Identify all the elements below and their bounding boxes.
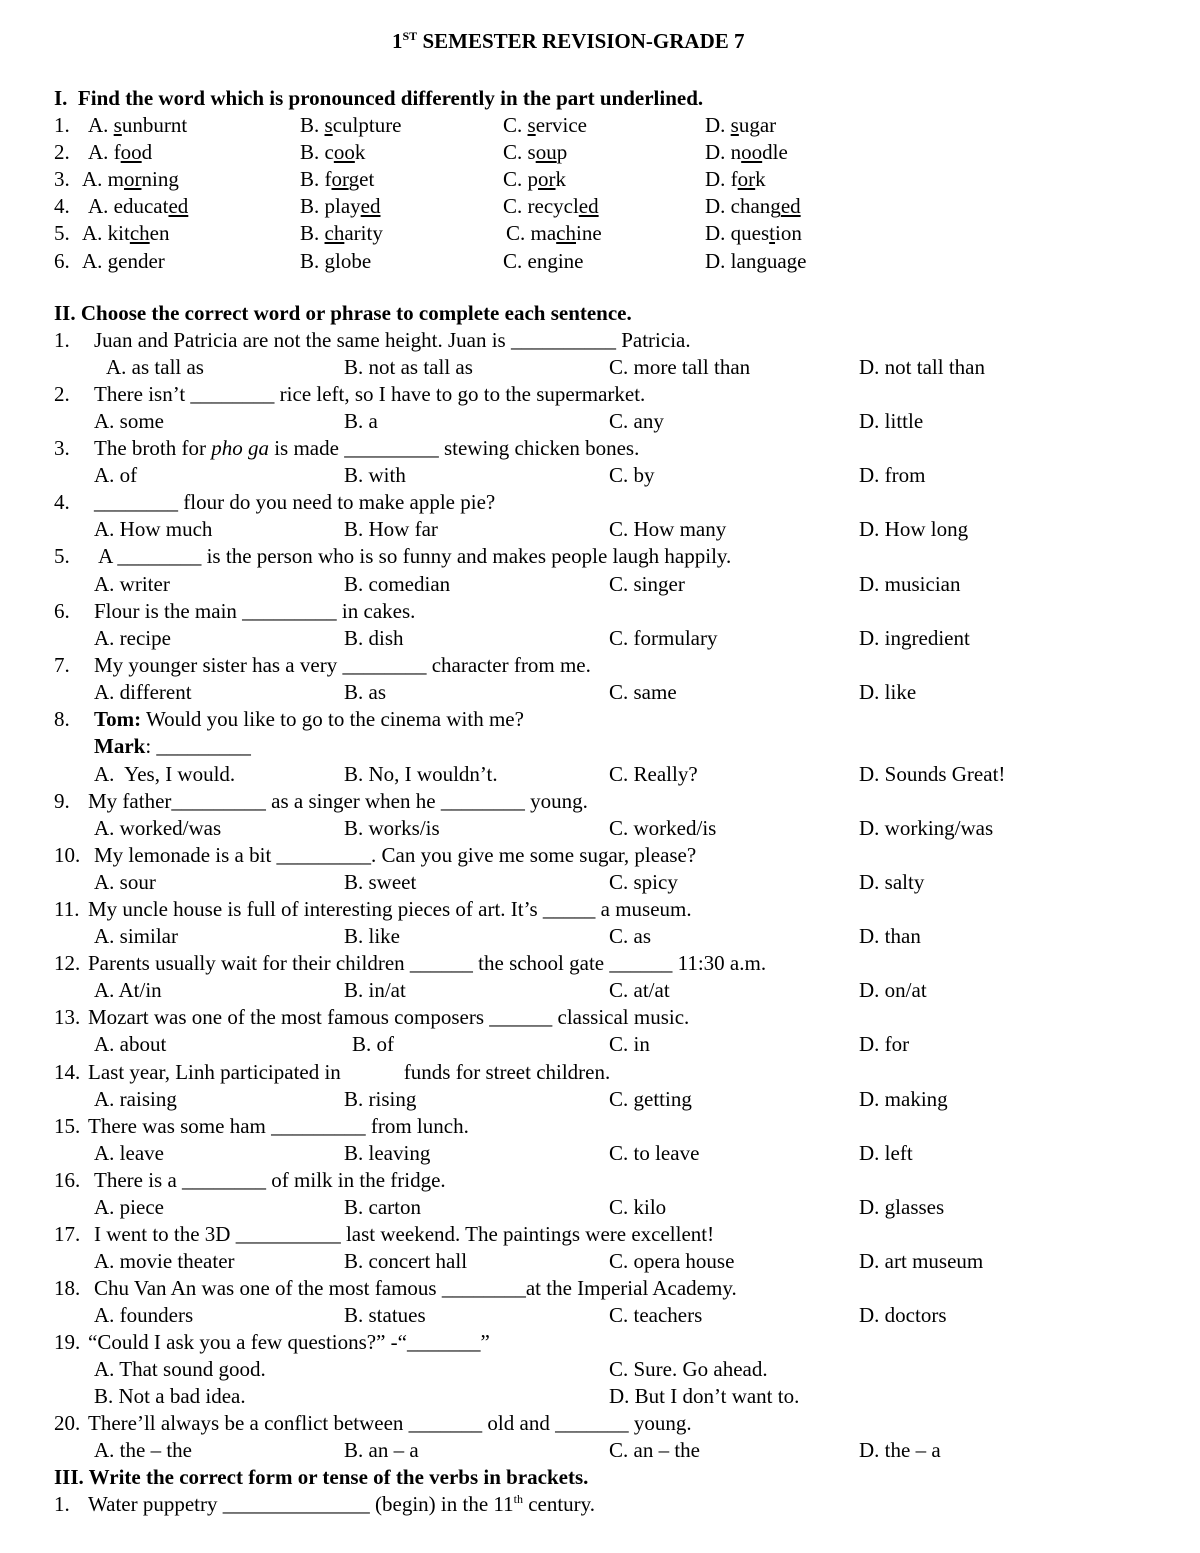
- option-d: D. than: [859, 924, 921, 948]
- underlined-part: ed: [360, 194, 381, 218]
- question-text: My uncle house is full of interesting pieces of art. It’s _____ a museum.: [88, 897, 692, 921]
- question-text: The broth for pho ga is made _________ stewing chicken bones.: [94, 436, 640, 460]
- option-text: ervice: [535, 113, 587, 137]
- question-text-reply: Mark: _________: [94, 734, 251, 758]
- option-text: A. f: [88, 140, 121, 164]
- option-text: D. language: [705, 249, 807, 273]
- option-a: A. about: [94, 1032, 167, 1056]
- option-text: D. f: [705, 167, 738, 191]
- question-text: Tom: Would you like to go to the cinema with me?: [94, 707, 524, 731]
- question-text: My younger sister has a very ________ character from me.: [94, 653, 591, 677]
- question-number: 8.: [54, 707, 70, 731]
- question-number: 1.: [54, 113, 70, 137]
- option-text: k: [755, 167, 766, 191]
- question-text: There isn’t ________ rice left, so I have to go to the supermarket.: [94, 382, 646, 406]
- option-b: B. like: [344, 924, 400, 948]
- option-b: B. an – a: [344, 1438, 419, 1462]
- question-number: 13.: [54, 1005, 81, 1029]
- option-a: A. founders: [94, 1303, 194, 1327]
- question-number: 9.: [54, 789, 70, 813]
- option-a: [82, 248, 165, 274]
- option-text: C. s: [503, 140, 536, 164]
- option-text: A. educat: [88, 194, 169, 218]
- underlined-part: ch: [129, 221, 150, 245]
- option-d: [705, 193, 801, 219]
- option-c: C. Really?: [609, 762, 698, 786]
- question-number: 20.: [54, 1411, 81, 1435]
- option-a: A. of: [94, 463, 138, 487]
- question-text: Last year, Linh participated in funds for street children.: [88, 1060, 611, 1084]
- option-c: [503, 112, 587, 138]
- option-d: D. making: [859, 1087, 948, 1111]
- option-b: [300, 139, 365, 165]
- option-b: B. leaving: [344, 1141, 431, 1165]
- option-text: A. kit: [82, 221, 130, 245]
- option-c: [503, 139, 567, 165]
- underlined-part: or: [538, 167, 556, 191]
- option-c: C. more tall than: [609, 355, 751, 379]
- option-text: d: [141, 140, 153, 164]
- option-c: C. getting: [609, 1087, 692, 1111]
- option-d: [705, 166, 766, 192]
- option-b: B. with: [344, 463, 406, 487]
- underlined-part: ed: [578, 194, 599, 218]
- option-c: C. teachers: [609, 1303, 703, 1327]
- option-b: B. dish: [344, 626, 404, 650]
- option-d: D. salty: [859, 870, 925, 894]
- question-text: Parents usually wait for their children ______ the school gate ______ 11:30 a.m.: [88, 951, 767, 975]
- option-b: B. not as tall as: [344, 355, 473, 379]
- option-c: C. any: [609, 409, 664, 433]
- underlined-part: s: [113, 113, 122, 137]
- question-number: 18.: [54, 1276, 81, 1300]
- option-d: D. on/at: [859, 978, 927, 1002]
- option-a: A. That sound good.: [94, 1357, 266, 1381]
- option-text: arity: [344, 221, 383, 245]
- option-b: B. in/at: [344, 978, 406, 1002]
- option-c: [503, 166, 566, 192]
- option-a: [88, 193, 188, 219]
- option-text: ine: [576, 221, 602, 245]
- option-d: D. Sounds Great!: [859, 762, 1006, 786]
- option-text: B.: [300, 113, 325, 137]
- question-text: My father_________ as a singer when he ________ young.: [88, 789, 588, 813]
- option-text: get: [348, 167, 375, 191]
- option-d: [705, 139, 788, 165]
- question-number: 2.: [54, 140, 70, 164]
- option-a: A. Yes, I would.: [94, 762, 236, 786]
- option-a: A. different: [94, 680, 192, 704]
- underlined-part: s: [730, 113, 739, 137]
- option-text: k: [555, 167, 567, 191]
- option-d: D. for: [859, 1032, 910, 1056]
- option-c: C. to leave: [609, 1141, 700, 1165]
- option-c: C. formulary: [609, 626, 718, 650]
- option-a: A. At/in: [94, 978, 162, 1002]
- option-a: [82, 166, 179, 192]
- underlined-part: or: [331, 167, 349, 191]
- option-text: A. gender: [82, 249, 165, 273]
- option-b: [300, 166, 374, 192]
- option-c: C. at/at: [609, 978, 670, 1002]
- option-b: B. No, I wouldn’t.: [344, 762, 498, 786]
- underlined-part: s: [527, 113, 536, 137]
- option-b: [300, 248, 371, 274]
- option-b: B. statues: [344, 1303, 426, 1327]
- option-b: B. concert hall: [344, 1249, 468, 1273]
- question-number: 14.: [54, 1060, 81, 1084]
- option-c: C. Sure. Go ahead.: [609, 1357, 768, 1381]
- question-text: “Could I ask you a few questions?” -“_______”: [88, 1330, 490, 1354]
- section-3-heading: III. Write the correct form or tense of the verbs in brackets.: [54, 1465, 589, 1489]
- option-c: C. same: [609, 680, 677, 704]
- underlined-part: t: [769, 221, 776, 245]
- option-d: D. not tall than: [859, 355, 985, 379]
- question-number: 3.: [54, 436, 70, 460]
- underlined-part: oo: [741, 140, 763, 164]
- option-text: ugar: [738, 113, 777, 137]
- option-d: D. working/was: [859, 816, 994, 840]
- question-number: 2.: [54, 382, 70, 406]
- option-a: [88, 112, 187, 138]
- question-text: Water puppetry ______________ (begin) in the 11th century.: [88, 1492, 596, 1516]
- question-number: 4.: [54, 490, 70, 514]
- question-text: Chu Van An was one of the most famous ________at the Imperial Academy.: [94, 1276, 737, 1300]
- option-c: C. kilo: [609, 1195, 667, 1219]
- question-text: I went to the 3D __________ last weekend. The paintings were excellent!: [94, 1222, 715, 1246]
- option-text: B. play: [300, 194, 361, 218]
- underlined-part: oo: [333, 140, 355, 164]
- option-b: [300, 193, 381, 219]
- option-b: B. a: [344, 409, 378, 433]
- option-a: A. the – the: [94, 1438, 192, 1462]
- option-c: C. an – the: [609, 1438, 700, 1462]
- option-d: D. from: [859, 463, 926, 487]
- option-a: A. leave: [94, 1141, 164, 1165]
- underlined-part: oo: [120, 140, 142, 164]
- option-b: B. works/is: [344, 816, 440, 840]
- option-a: A. sour: [94, 870, 156, 894]
- option-a: A. recipe: [94, 626, 171, 650]
- option-b: B. of: [352, 1032, 394, 1056]
- option-text: C.: [503, 113, 528, 137]
- question-text: Mozart was one of the most famous composers ______ classical music.: [88, 1005, 690, 1029]
- question-number: 5.: [54, 544, 70, 568]
- option-text: k: [354, 140, 366, 164]
- option-text: ion: [775, 221, 802, 245]
- option-b: B. Not a bad idea.: [94, 1384, 246, 1408]
- question-number: 10.: [54, 843, 81, 867]
- option-d: D. art museum: [859, 1249, 984, 1273]
- underlined-part: ed: [168, 194, 189, 218]
- option-c: C. How many: [609, 517, 727, 541]
- option-b: B. carton: [344, 1195, 421, 1219]
- option-b: B. How far: [344, 517, 438, 541]
- option-a: A. some: [94, 409, 164, 433]
- option-b: B. comedian: [344, 572, 451, 596]
- question-number: 6.: [54, 249, 70, 273]
- option-a: A. piece: [94, 1195, 164, 1219]
- section-1-heading: I. Find the word which is pronounced differently in the part underlined.: [54, 86, 704, 110]
- question-text: ________ flour do you need to make apple pie?: [94, 490, 496, 514]
- option-text: C. engine: [503, 249, 584, 273]
- option-d: D. glasses: [859, 1195, 945, 1219]
- question-text: There is a ________ of milk in the fridge.: [94, 1168, 446, 1192]
- option-c: C. worked/is: [609, 816, 717, 840]
- option-a: A. as tall as: [106, 355, 204, 379]
- option-text: dle: [762, 140, 788, 164]
- option-a: A. worked/was: [94, 816, 222, 840]
- option-a: A. writer: [94, 572, 170, 596]
- option-d: [705, 220, 802, 246]
- question-number: 6.: [54, 599, 70, 623]
- option-c: [506, 220, 602, 246]
- option-c: C. singer: [609, 572, 685, 596]
- option-text: culpture: [332, 113, 402, 137]
- question-text: A ________ is the person who is so funny and makes people laugh happily.: [94, 544, 732, 568]
- option-text: unburnt: [121, 113, 188, 137]
- option-c: C. as: [609, 924, 651, 948]
- underlined-part: ou: [535, 140, 557, 164]
- option-text: D. n: [705, 140, 742, 164]
- section-2-heading: II. Choose the correct word or phrase to complete each sentence.: [54, 301, 632, 325]
- option-d: [705, 248, 806, 274]
- question-number: 17.: [54, 1222, 81, 1246]
- option-a: A. movie theater: [94, 1249, 235, 1273]
- option-a: [88, 139, 152, 165]
- question-number: 19.: [54, 1330, 81, 1354]
- option-text: B.: [300, 221, 325, 245]
- page-title: 1ST SEMESTER REVISION-GRADE 7: [392, 29, 745, 53]
- option-a: A. How much: [94, 517, 213, 541]
- question-number: 1.: [54, 1492, 70, 1516]
- option-text: D. ques: [705, 221, 770, 245]
- underlined-part: ch: [324, 221, 345, 245]
- option-b: [300, 112, 402, 138]
- option-text: A.: [88, 113, 114, 137]
- option-d: D. left: [859, 1141, 913, 1165]
- option-text: en: [149, 221, 170, 245]
- option-c: C. opera house: [609, 1249, 735, 1273]
- question-text: There was some ham _________ from lunch.: [88, 1114, 469, 1138]
- option-d: D. the – a: [859, 1438, 941, 1462]
- option-d: D. little: [859, 409, 924, 433]
- option-text: ning: [141, 167, 179, 191]
- option-c: [503, 193, 599, 219]
- option-text: D.: [705, 113, 731, 137]
- option-b: [300, 220, 383, 246]
- question-number: 7.: [54, 653, 70, 677]
- underlined-part: or: [124, 167, 142, 191]
- option-d: D. doctors: [859, 1303, 947, 1327]
- option-text: p: [556, 140, 568, 164]
- option-b: B. sweet: [344, 870, 417, 894]
- option-text: C. p: [503, 167, 539, 191]
- underlined-part: ed: [780, 194, 801, 218]
- underlined-part: or: [737, 167, 756, 191]
- option-d: D. How long: [859, 517, 969, 541]
- question-number: 5.: [54, 221, 70, 245]
- option-a: A. similar: [94, 924, 178, 948]
- question-number: 15.: [54, 1114, 81, 1138]
- option-b: B. as: [344, 680, 386, 704]
- option-c: C. in: [609, 1032, 650, 1056]
- option-d: D. musician: [859, 572, 961, 596]
- option-text: B. c: [300, 140, 334, 164]
- question-number: 16.: [54, 1168, 81, 1192]
- underlined-part: ch: [556, 221, 576, 245]
- question-text: Flour is the main _________ in cakes.: [94, 599, 416, 623]
- option-b: B. rising: [344, 1087, 417, 1111]
- underlined-part: s: [324, 113, 333, 137]
- option-text: A. m: [82, 167, 124, 191]
- option-d: [705, 112, 776, 138]
- question-number: 1.: [54, 328, 70, 352]
- question-number: 11.: [54, 897, 80, 921]
- option-a: [82, 220, 170, 246]
- question-number: 4.: [54, 194, 70, 218]
- option-text: B. globe: [300, 249, 372, 273]
- option-c: [503, 248, 583, 274]
- question-number: 12.: [54, 951, 81, 975]
- option-c: C. spicy: [609, 870, 678, 894]
- option-text: C. ma: [506, 221, 557, 245]
- question-text: There’ll always be a conflict between _______ old and _______ young.: [88, 1411, 692, 1435]
- question-text: Juan and Patricia are not the same height. Juan is __________ Patricia.: [94, 328, 691, 352]
- option-d: D. But I don’t want to.: [609, 1384, 800, 1408]
- option-text: D. chang: [705, 194, 781, 218]
- question-number: 3.: [54, 167, 70, 191]
- option-c: C. by: [609, 463, 655, 487]
- option-a: A. raising: [94, 1087, 177, 1111]
- question-text: My lemonade is a bit _________. Can you give me some sugar, please?: [94, 843, 697, 867]
- option-d: D. like: [859, 680, 917, 704]
- option-text: B. f: [300, 167, 332, 191]
- option-text: C. recycl: [503, 194, 579, 218]
- option-d: D. ingredient: [859, 626, 970, 650]
